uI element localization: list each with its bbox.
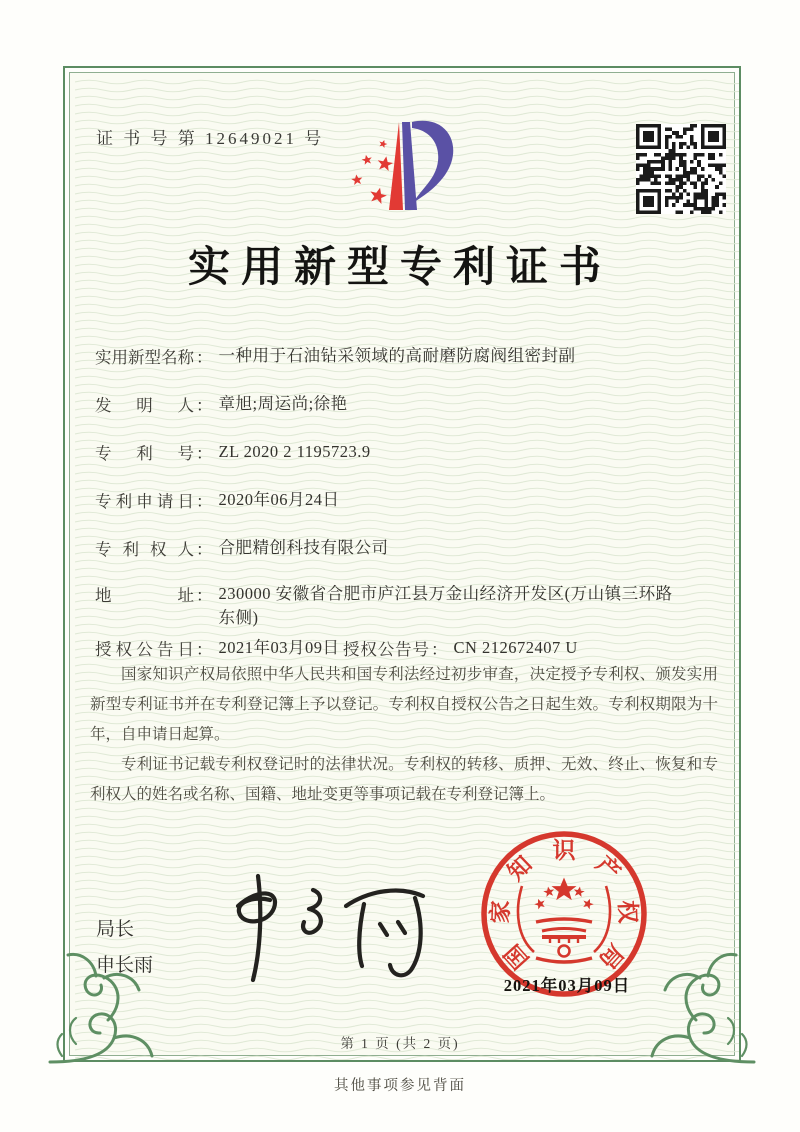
- national-emblem-icon: [518, 878, 610, 963]
- svg-text:家: 家: [487, 899, 514, 924]
- field-label: 发明人: [95, 396, 194, 415]
- field-row-name: 实用新型名称 ： 一种用于石油钻采领域的高耐磨防腐阀组密封副: [95, 346, 576, 367]
- field-grant-number: 授权公告号 ： CN 212672407 U: [343, 638, 578, 659]
- page-number: 第 1 页 (共 2 页): [340, 1036, 460, 1051]
- field-label: 实用新型名称: [95, 348, 194, 367]
- field-value: 章旭;周运尚;徐艳: [218, 394, 348, 413]
- field-value: 一种用于石油钻采领域的高耐磨防腐阀组密封副: [218, 346, 576, 365]
- field-row-filing-date: 专利申请日 ： 2020年06月24日: [95, 490, 340, 511]
- field-row-patentee: 专利权人 ： 合肥精创科技有限公司: [95, 538, 389, 559]
- legal-text: [90, 660, 718, 810]
- field-row-address: 地址 ： 230000 安徽省合肥市庐江县万金山经济开发区(万山镇三环路东侧): [95, 582, 715, 630]
- svg-text:识: 识: [552, 838, 576, 863]
- svg-text:权: 权: [614, 899, 641, 924]
- svg-text:知: 知: [502, 851, 537, 886]
- field-label: 授权公告号: [343, 640, 429, 659]
- legal-paragraph-2: 专利证书记载专利权登记时的法律状况。专利权的转移、质押、无效、终止、恢复和专利权人的姓名或名称、国籍、地址变更等事项记载在专利登记簿上。: [90, 756, 718, 803]
- director-signature: [212, 866, 442, 991]
- field-row-grant: 授权公告日 ： 2021年03月09日 授权公告号 ： CN 212672407 U: [95, 638, 578, 659]
- field-label: 专利权人: [95, 540, 194, 559]
- field-value: CN 212672407 U: [453, 638, 578, 657]
- field-row-patent-no: 专利号 ： ZL 2020 2 1195723.9: [95, 442, 371, 463]
- cnipa-logo-icon: [332, 108, 484, 230]
- legal-paragraph-1: 国家知识产权局依照中华人民共和国专利法经过初步审查，决定授予专利权、颁发实用新型专利证书并在专利登记簿上予以登记。专利权自授权公告之日起生效。专利权期限为十年，自申请日起算。: [90, 666, 718, 743]
- director-name: 申长雨: [96, 955, 154, 976]
- certificate-number: 证 书 号 第 12649021 号: [96, 129, 325, 148]
- field-value: ZL 2020 2 1195723.9: [218, 442, 371, 461]
- corner-flourish-icon: [630, 948, 762, 1066]
- svg-text:产: 产: [591, 851, 626, 886]
- seal-date: 2021年03月09日: [503, 976, 631, 995]
- field-label: 专利号: [95, 444, 194, 463]
- field-value: 2021年03月09日: [218, 638, 340, 657]
- field-label: 专利申请日: [95, 492, 194, 511]
- back-side-note: 其他事项参见背面: [334, 1078, 466, 1094]
- director-title: 局长: [96, 919, 135, 940]
- certificate-title: 实用新型专利证书: [187, 245, 612, 291]
- field-label: 授权公告日: [95, 640, 194, 659]
- field-label: 地址: [95, 586, 194, 605]
- qr-code: [636, 124, 726, 214]
- svg-text:国: 国: [499, 939, 534, 974]
- corner-flourish-icon: [42, 948, 174, 1066]
- field-value: 230000 安徽省合肥市庐江县万金山经济开发区(万山镇三环路东侧): [218, 584, 673, 627]
- svg-text:局: 局: [594, 939, 629, 974]
- field-row-inventor: 发明人 ： 章旭;周运尚;徐艳: [95, 394, 348, 415]
- field-value: 2020年06月24日: [218, 490, 340, 509]
- field-value: 合肥精创科技有限公司: [218, 538, 389, 557]
